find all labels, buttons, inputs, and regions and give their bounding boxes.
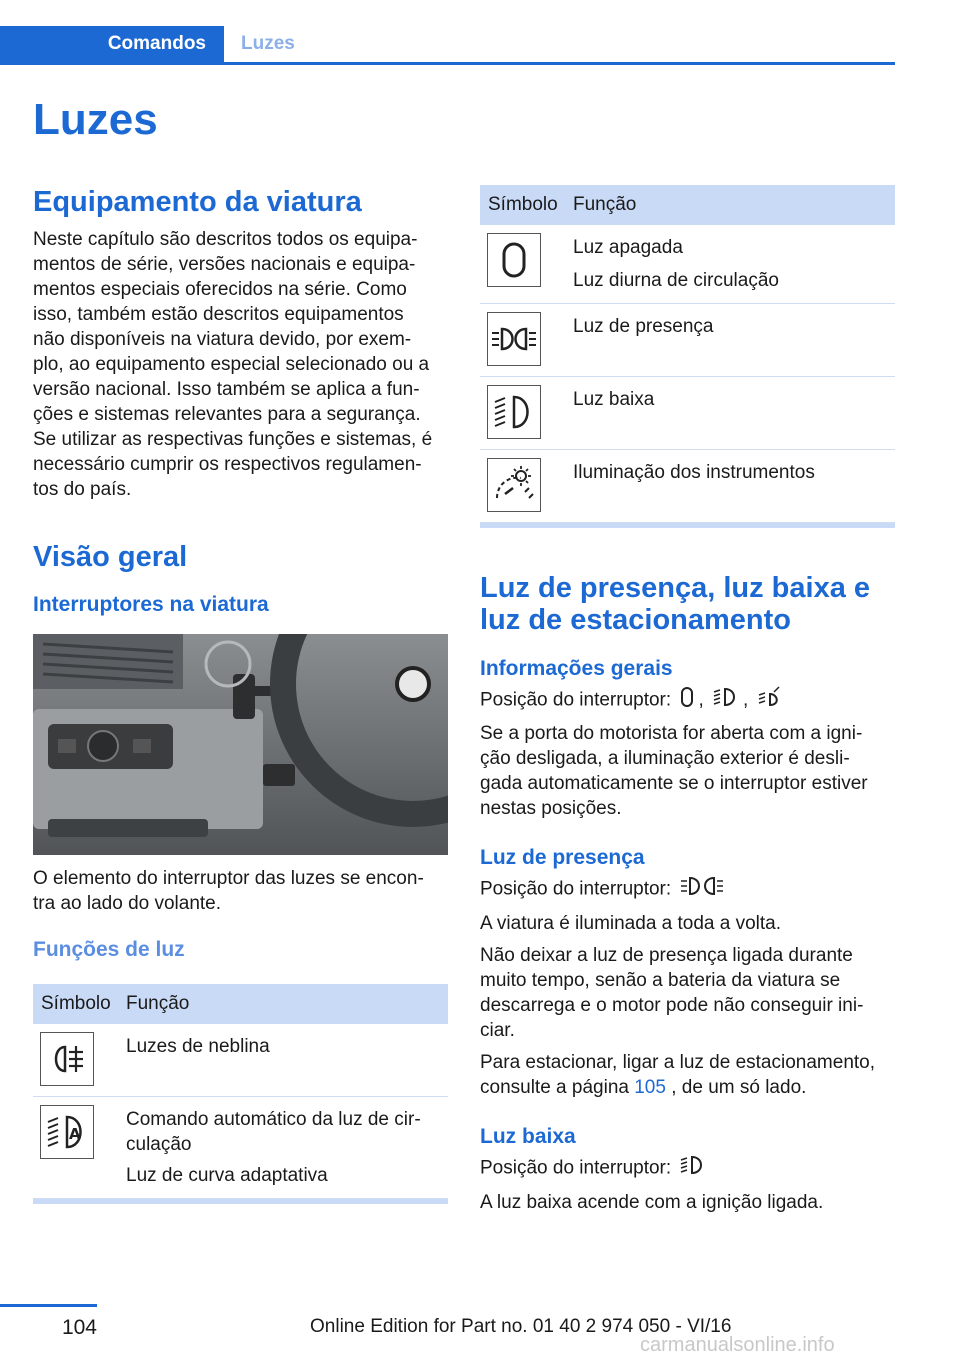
table-row <box>33 1024 448 1097</box>
watermark: carmanualsonline.info <box>640 1334 835 1356</box>
equipment-paragraph: Neste capítulo são descritos todos os equipa‐ mentos de série, versões nacionais e equipa‐ mentos especiais oferecidos na série. Como isso, também estão descritos equipamentos não disponíveis na viatura devido, por exem‐ plo, ao equipamento especial selecionado ou a versão nacional. Isso também se aplica a fun‐ ções e sistemas relevantes para a segurança. Se utilizar as respectivas funções e sistemas, é necessário cumprir os respectivos regulamen‐ tos do país. <box>33 229 433 500</box>
fog-light-icon <box>40 1032 94 1086</box>
low-beam-icon <box>487 385 541 439</box>
column-header-symbol: Símbolo <box>480 185 573 225</box>
page-link-105[interactable]: 105 <box>634 1077 666 1098</box>
subsection-title-switches: Interruptores na viatura <box>33 593 269 616</box>
right-column <box>480 185 895 1215</box>
table-bottom-rule <box>33 1199 448 1204</box>
switch-position-line-lowbeam: Posição do interruptor: <box>480 1154 895 1183</box>
dashboard-illustration <box>33 634 448 855</box>
dashboard-photo <box>33 634 448 855</box>
table-row <box>480 377 895 450</box>
functions-title: Funções de luz <box>33 938 185 961</box>
low-beam-icon <box>713 686 739 715</box>
lowbeam-p1: A luz baixa acende com a ignição ligada. <box>480 1192 824 1213</box>
edition-footer: Online Edition for Part no. 01 40 2 974 050 - VI/16 <box>310 1316 732 1337</box>
function-label: Luz de presença <box>573 316 714 337</box>
section-title-overview: Visão geral <box>33 541 188 573</box>
table-row <box>480 304 895 377</box>
header-tabs <box>0 26 895 65</box>
function-label: culação <box>126 1134 192 1155</box>
function-label: Luz apagada <box>573 237 683 258</box>
function-label: Luz baixa <box>573 389 655 410</box>
svg-text:A: A <box>69 1125 81 1143</box>
low-beam-icon <box>680 1154 706 1183</box>
table-row <box>480 225 895 304</box>
page-title: Luzes <box>33 95 158 144</box>
function-label: Comando automático da luz de cir‐ <box>126 1109 421 1130</box>
lights-off-icon <box>487 233 541 287</box>
table-header-row <box>480 185 895 225</box>
column-header-function: Função <box>573 185 895 225</box>
tab-comandos[interactable]: Comandos <box>0 26 224 62</box>
function-label: Luz diurna de circulação <box>573 270 779 291</box>
column-header-function: Função <box>126 984 448 1024</box>
page-number: 104 <box>61 1316 97 1339</box>
tab-luzes[interactable]: Luzes <box>241 33 295 54</box>
presence-p1: A viatura é iluminada a toda a volta. <box>480 913 782 934</box>
parking-light-icon <box>680 875 724 904</box>
section-title-presence-low-parking: Luz de presença, luz baixa e luz de estacionamento <box>480 572 871 636</box>
section-title-equipment: Equipamento da viatura <box>33 186 362 218</box>
table-bottom-rule <box>480 523 895 528</box>
instrument-lighting-icon <box>487 458 541 512</box>
table-row <box>480 450 895 523</box>
photo-caption: O elemento do interruptor das luzes se encon‐ tra ao lado do volante. <box>33 868 424 914</box>
column-header-symbol: Símbolo <box>33 984 126 1024</box>
switch-positions-table <box>480 185 895 523</box>
function-label: Iluminação dos instrumentos <box>573 462 815 483</box>
presence-p3: Para estacionar, ligar a luz de estacionamento, consulte a página 105 , de um só lado. <box>480 1052 876 1098</box>
info-title: Informações gerais <box>480 657 673 680</box>
function-label: Luz de curva adaptativa <box>126 1165 328 1186</box>
auto-headlight-icon <box>40 1105 94 1159</box>
switch-position-line-presence: Posição do interruptor: <box>480 875 895 904</box>
info-paragraph: Se a porta do motorista for aberta com a igni‐ ção desligada, a iluminação exterior é desli‐ gada automaticamente se o interruptor estiver nestas posições. <box>480 723 868 819</box>
presence-p2: Não deixar a luz de presença ligada durante muito tempo, senão a bateria da viatura se descarrega e o motor pode não conseguir ini‐ ciar. <box>480 945 864 1041</box>
presence-title: Luz de presença <box>480 846 645 869</box>
left-column <box>33 180 448 1204</box>
table-row <box>33 1097 448 1199</box>
parking-light-icon <box>487 312 541 366</box>
parking-side-light-icon <box>758 686 784 715</box>
light-functions-table <box>33 984 448 1199</box>
table-header-row <box>33 984 448 1024</box>
function-label: Luzes de neblina <box>126 1036 270 1057</box>
switch-position-line-general: Posição do interruptor: , , <box>480 686 895 715</box>
lights-off-icon <box>680 686 694 715</box>
lowbeam-title: Luz baixa <box>480 1125 576 1148</box>
page-number-rule <box>0 1304 97 1307</box>
